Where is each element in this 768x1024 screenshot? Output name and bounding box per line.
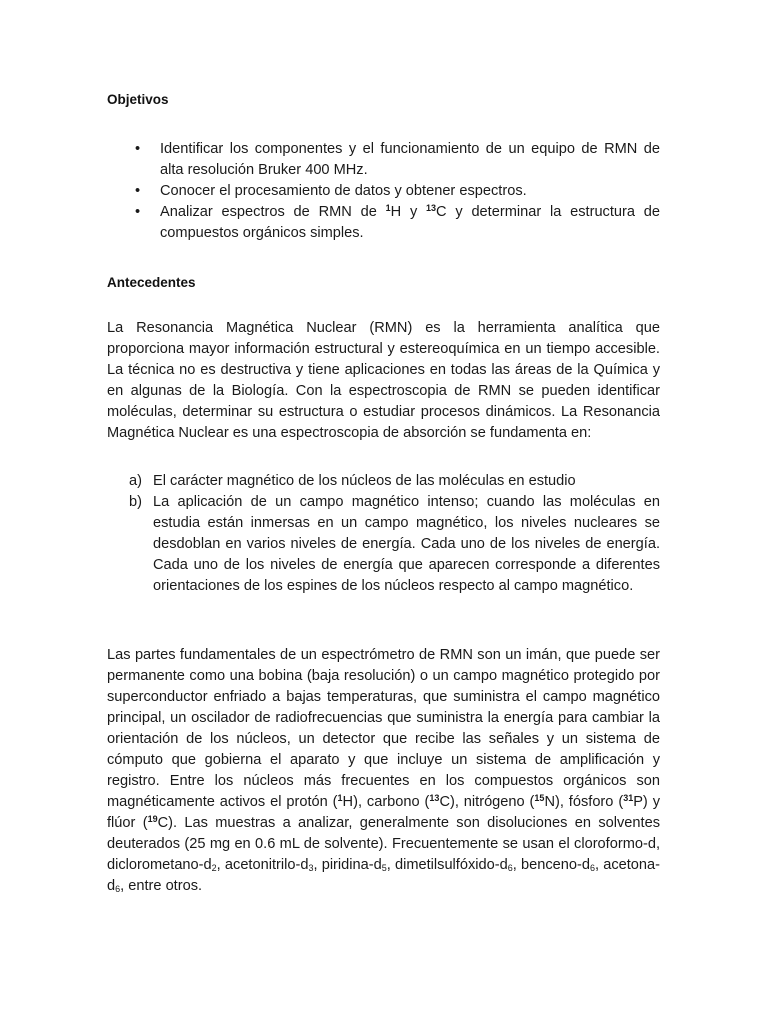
list-item: [107, 471, 660, 492]
list-item: [107, 139, 660, 181]
fundamentos-list: [107, 471, 660, 597]
list-marker: b): [129, 494, 142, 510]
list-item-text: Analizar espectros de RMN de $^1$H y $^{13}$C y determinar la estructura de compuestos orgánicos simples.: [160, 203, 661, 241]
list-item-text: Identificar los componentes y el funcionamiento de un equipo de RMN de alta resolución Bruker 400 MHz.: [160, 141, 660, 178]
list-item-text: La aplicación de un campo magnético intenso; cuando las moléculas en estudia están inmersas en un campo magnético, los niveles nucleares se desdoblan en varios niveles de energía. Cada uno de los niveles de energía. Cada uno de los niveles de energía que aparecen corresponde a diferentes orientaciones de los espines de los núcleos respecto al campo magnético.: [153, 494, 660, 594]
objetivos-list: [107, 139, 660, 244]
bullet-icon: •: [135, 204, 141, 220]
list-item: [107, 181, 660, 202]
bullet-icon: •: [135, 141, 141, 157]
list-marker: a): [129, 473, 142, 489]
paragraph-espectrometro: Las partes fundamentales de un espectrómetro de RMN son un imán, que puede ser permanente como una bobina (baja resolución) o un campo magnético protegido por superconductor enfriado a bajas temperaturas, que suministra el campo magnético principal, un oscilador de radiofrecuencias que suministra la energía para cambiar la orientación de los núcleos, un detector que recibe las señales y un sistema de cómputo que gobierna el aparato y que incluye un sistema de amplificación y registro. Entre los núcleos más frecuentes en los compuestos orgánicos son magnéticamente activos el protón ($^1$H), carbono ($^{13}$C), nitrógeno ($^{15}$N), fósforo ($^{31}$P) y flúor ($^{19}$C). Las muestras a analizar, generalmente son disoluciones en solventes deuterados (25 mg en 0.6 mL de solvente). Frecuentemente se usan el cloroformo-d, diclorometano-$d_2$, acetonitrilo-$d_3$, piridina-$d_5$, dimetilsulfóxido-$d_6$, benceno-$d_6$, acetona-$d_6$, entre otros.: [107, 647, 660, 894]
bullet-icon: •: [135, 183, 141, 199]
paragraph-intro: La Resonancia Magnética Nuclear (RMN) es la herramienta analítica que proporciona mayor información estructural y estereoquímica en un tiempo accesible. La técnica no es destructiva y tiene aplicaciones en todas las áreas de la Química y en algunas de la Biología. Con la espectroscopia de RMN se pueden identificar moléculas, determinar su estructura o estudiar procesos dinámicos. La Resonancia Magnética Nuclear es una espectroscopia de absorción se fundamenta en:: [107, 320, 660, 441]
heading-objetivos: Objetivos: [107, 92, 169, 107]
list-item: [107, 492, 660, 597]
heading-antecedentes: Antecedentes: [107, 275, 196, 290]
list-item-text: El carácter magnético de los núcleos de las moléculas en estudio: [153, 473, 576, 489]
list-item-text: Conocer el procesamiento de datos y obtener espectros.: [160, 183, 527, 199]
list-item: [107, 202, 660, 244]
